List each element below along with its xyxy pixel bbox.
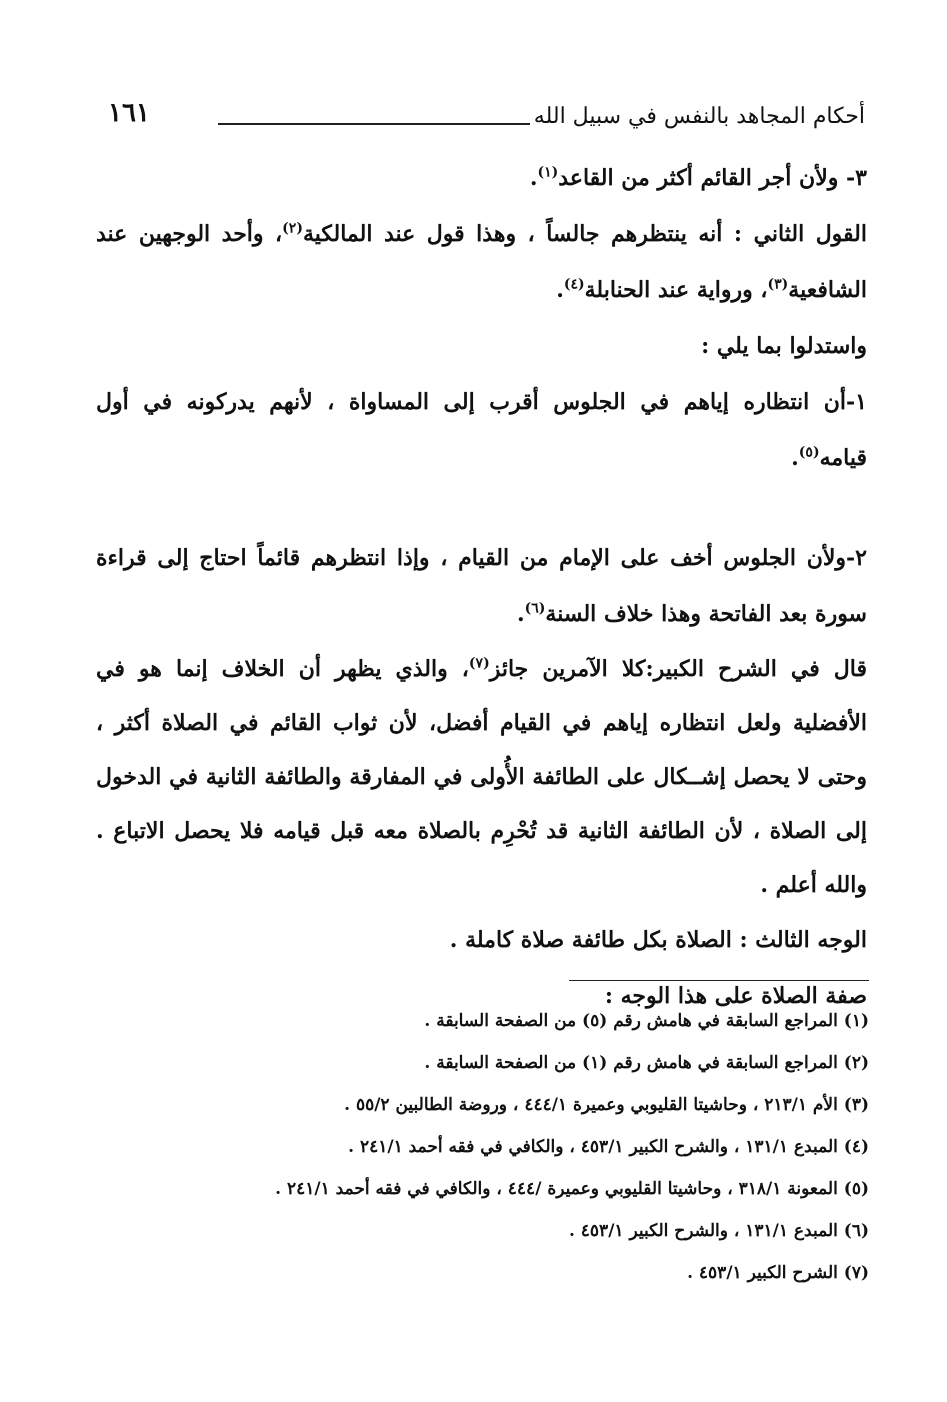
footnote-separator bbox=[569, 980, 869, 981]
footnote-5: (٥) المعونة ٣١٨/١ ، وحاشيتا القليوبي وعميرة /٤٤٤ ، والكافي في فقه أحمد ٢٤١/١ . bbox=[275, 1179, 869, 1199]
footnote-2: (٢) المراجع السابقة في هامش رقم (١) من الصفحة السابقة . bbox=[424, 1053, 869, 1073]
paragraph-1 bbox=[96, 150, 867, 206]
footnote-7: (٧) الشرح الكبير ٤٥٣/١ . bbox=[687, 1263, 869, 1283]
footnote-marker: (٦) bbox=[524, 600, 546, 617]
footnotes bbox=[96, 1000, 869, 1294]
paragraph-5-text: ٢-ولأن الجلوس أخف على الإمام من القيام ، وإذا انتظرهم قائماً احتاج إلى قراءة سورة بعد الفاتحة وهذا خلاف السنة bbox=[96, 545, 867, 627]
paragraph-1-text: ٣- ولأن أجر القائم أكثر من القاعد bbox=[558, 165, 867, 191]
paragraph-6 bbox=[96, 642, 867, 912]
paragraph-3 bbox=[96, 318, 867, 374]
footnote-marker: (٧) bbox=[468, 655, 490, 672]
paragraph-3-text: واستدلوا بما يلي : bbox=[701, 333, 867, 359]
paragraph-4-text: ١-أن انتظاره إياهم في الجلوس أقرب إلى المساواة ، لأنهم يدركونه في أول قيامه bbox=[96, 389, 867, 471]
paragraph-2: القول الثاني : أنه ينتظرهم جالساً ، وهذا قول عند المالكية$^{(٢)}$، وأحد الوجهين عند الشافعية$^{(٣)}$، ورواية عند الحنابلة$^{(٤)}$. bbox=[96, 220, 867, 303]
footnote-marker: (٥) bbox=[798, 444, 820, 461]
footnote-6: (٦) المبدع ١٣١/١ ، والشرح الكبير ٤٥٣/١ . bbox=[568, 1221, 869, 1241]
paragraph-2-tail: ، وأحد الوجهين عند bbox=[96, 221, 283, 247]
page-number: ١٦١ bbox=[108, 98, 150, 128]
paragraph-5-tail: . bbox=[516, 601, 525, 627]
paragraph-2-cont: الشافعية bbox=[788, 277, 867, 303]
paragraph-6-text: قال في الشرح الكبير:كلا الآمرين جائز bbox=[489, 656, 867, 682]
paragraph-4 bbox=[96, 374, 867, 486]
footnote-4: (٤) المبدع ١٣١/١ ، والشرح الكبير ٤٥٣/١ ، والكافي في فقه أحمد ٢٤١/١ . bbox=[348, 1137, 869, 1157]
paragraph-8-text: صفة الصلاة على هذا الوجه : bbox=[604, 983, 867, 1009]
paragraph-7-text: الوجه الثالث : الصلاة بكل طائفة صلاة كاملة . bbox=[449, 927, 867, 953]
paragraph-2-cont-tail: ، ورواية عند الحنابلة bbox=[584, 277, 768, 303]
paragraph-1-tail: . bbox=[529, 165, 538, 191]
spacer bbox=[96, 486, 867, 530]
footnote-1: (١) المراجع السابقة في هامش رقم (٥) من الصفحة السابقة . bbox=[424, 1011, 869, 1031]
footnote-marker: (١) bbox=[537, 164, 559, 181]
main-text bbox=[96, 150, 867, 1024]
paragraph-6-tail: ، والذي يظهر أن الخلاف إنما هو في الأفضلية ولعل انتظاره إياهم في القيام أفضل، لأن ثواب القائم في الصلاة أكثر ، وحتى لا يحصل إشــكال على الطائفة الأُولى في المفارقة والطائفة الثانية في الدخول إلى الصلاة ، لأن الطائفة الثانية قد تُحْرِم بالصلاة معه قبل قيامه فلا يحصل الاتباع . والله أعلم . bbox=[96, 656, 867, 898]
footnote-marker: (٣) bbox=[767, 276, 789, 293]
paragraph-4-tail: . bbox=[791, 445, 799, 471]
paragraph-7 bbox=[96, 912, 867, 968]
running-header-title: أحكام المجاهد بالنفس في سبيل الله bbox=[533, 104, 865, 129]
paragraph-5 bbox=[96, 530, 867, 642]
footnote-marker: (٤) bbox=[563, 276, 585, 293]
footnote-marker: (٢) bbox=[282, 220, 303, 237]
footnote-3: (٣) الأم ٢١٣/١ ، وحاشيتا القليوبي وعميرة ٤٤٤/١ ، وروضة الطالبين ٥٥/٢ . bbox=[344, 1095, 869, 1115]
header-rule bbox=[218, 123, 530, 125]
paragraph-2-text: القول الثاني : أنه ينتظرهم جالساً ، وهذا قول عند المالكية bbox=[302, 221, 867, 247]
